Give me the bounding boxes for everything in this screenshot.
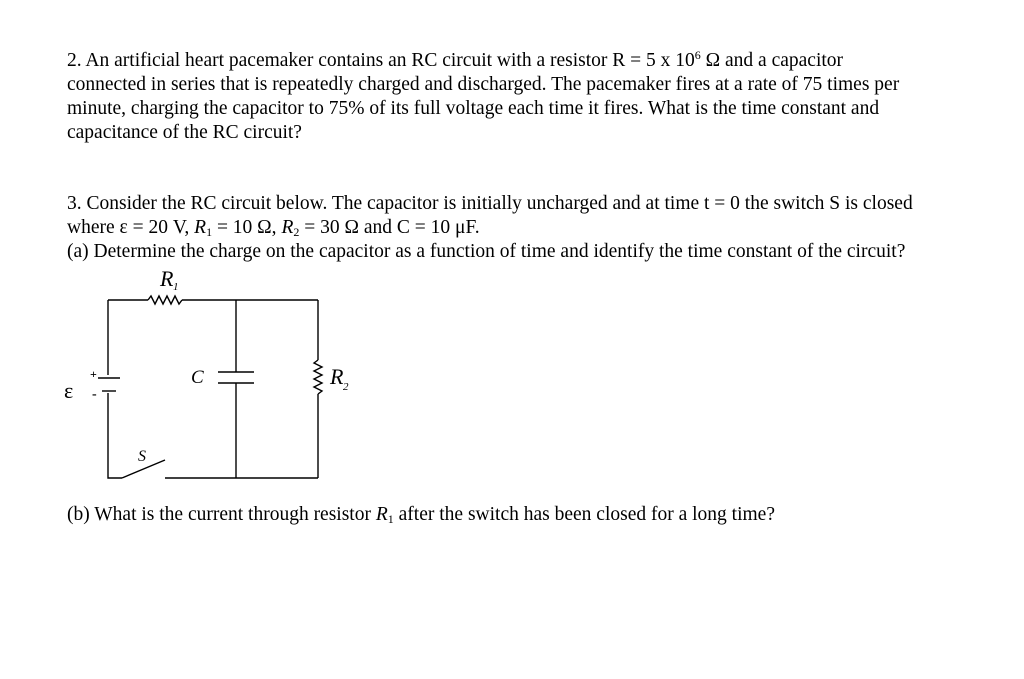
problem-3-part-a: (a) Determine the charge on the capacitor as a function of time and identify the time constant of the circuit?	[67, 241, 906, 262]
r1-symbol: R	[375, 504, 388, 525]
r1-symbol: R	[194, 217, 207, 238]
switch-label: S	[138, 448, 146, 465]
circuit-wires	[98, 296, 322, 478]
resistor-r2	[314, 360, 322, 394]
r2-label: R	[330, 364, 344, 389]
battery-plus: +	[90, 367, 97, 381]
problem-3-line-1: 3. Consider the RC circuit below. The capacitor is initially uncharged and at time t = 0 the switch S is closed	[67, 193, 913, 214]
problem-2-text	[67, 49, 899, 145]
problem-2-line-3: minute, charging the capacitor to 75% of its full voltage each time it fires. What is the time constant and	[67, 98, 880, 119]
r2-label-sub: 2	[343, 381, 349, 393]
problem-3-part-b: (b) What is the current through resistor $R_1$ after the switch has been closed for a long time?	[67, 504, 775, 526]
problem-2-line-4: capacitance of the RC circuit?	[67, 122, 302, 143]
r1-label-sub: 1	[173, 281, 179, 293]
problem-3-line-2: where ε = 20 V, $R_1 = 10$ Ω, $R_2 = 30$ Ω and C = 10 μF.	[67, 217, 480, 239]
emf-label: ε	[64, 378, 74, 403]
battery-minus: -	[92, 387, 97, 402]
r1-label: R	[160, 266, 174, 291]
problem-3-text	[67, 192, 913, 264]
capacitor-label: C	[191, 367, 204, 388]
problem-2-line-2: connected in series that is repeatedly charged and discharged. The pacemaker fires at a rate of 75 times per	[67, 74, 900, 95]
switch-blade	[122, 460, 165, 478]
exponent: 6	[694, 48, 701, 62]
problem-2-line-1: 2. An artificial heart pacemaker contains an RC circuit with a resistor R = 5 x $10^6$ Ω and a capacitor	[67, 48, 844, 71]
r2-symbol: R	[281, 217, 294, 238]
wire-left-lower	[108, 393, 122, 478]
resistor-r1	[148, 296, 182, 304]
